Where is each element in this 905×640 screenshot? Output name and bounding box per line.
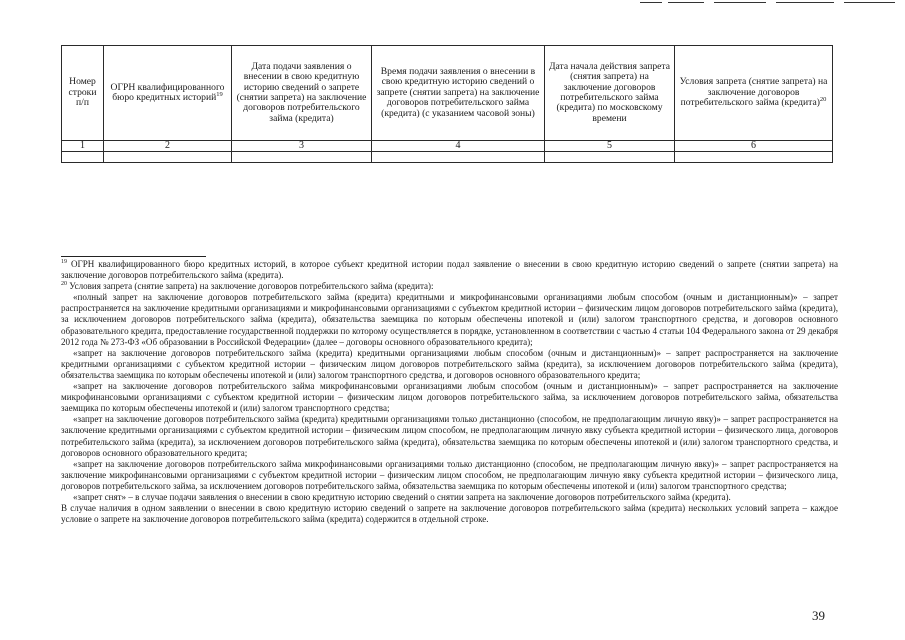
footnote-separator: [61, 256, 206, 257]
footnote-text: ОГРН квалифицированного бюро кредитных историй, в которое субъект кредитной истории подал заявление о внесении в свою кредитную историю сведений о запрете (снятии запрета) на заключение договоров потребительского займа (кредита).: [61, 259, 838, 281]
footnote-mark: 20: [61, 281, 67, 288]
footnote-item: «полный запрет на заключение договоров потребительского займа (кредита) кредитными и микрофинансовыми организациями любым способом (очным и дистанционным)» – запрет распространяется на заключение кредитными организациями и микрофинансовыми организациями с субъектом кредитной истории – физическим лицом договоров потребительского займа (кредита), за исключением договоров потребительского займа (кредита), обязательства заемщика по которым обеспечены ипотекой и (или) залогом транспортного средства, и договоров основного образовательного кредита, предоставление государственной поддержки по которому осуществляется в порядке, установленном в соответствии с частью 4 статьи 104 Федерального закона от 29 декабря 2012 года № 273-ФЗ «Об образовании в Российской Федерации» (далее – договоры основного образовательного кредита);: [61, 292, 838, 347]
header-rule-marks: [640, 2, 895, 5]
column-number: 5: [545, 141, 675, 152]
column-number: 4: [372, 141, 545, 152]
table-cell: [372, 152, 545, 163]
header-ogrn: ОГРН квалифицированного бюро кредитных историй$^{19}$: [104, 46, 232, 141]
footnote-item: «запрет на заключение договоров потребительского займа (кредита) кредитными организациями только дистанционно (способом, не предполагающим личную явку)» – запрет распространяется на заключение кредитными организациями с субъектом кредитной истории – физическим лицом способом, не предполагающим личную явку субъекта кредитной истории – физического лица, договоров потребительского займа (кредита), за исключением договоров потребительского займа (кредита), обязательства заемщика по которым обеспечены ипотекой и (или) залогом транспортного средства, и договоров основного образовательного кредита;: [61, 414, 838, 458]
table-cell: [62, 152, 104, 163]
column-number: 2: [104, 141, 232, 152]
report-table: [61, 45, 833, 163]
column-number: 6: [675, 141, 833, 152]
footnotes: [61, 259, 838, 525]
column-number-row: [62, 141, 833, 152]
footnote-item: «запрет на заключение договоров потребительского займа микрофинансовыми организациями любым способом (очным и дистанционным)» – запрет распространяется на заключение микрофинансовыми организациями с субъектом кредитной истории – физическим лицом договоров потребительского займа, за исключением договоров потребительского займа, обязательства заемщика по которым обеспечены ипотекой и (или) залогом транспортного средства;: [61, 381, 838, 414]
column-number: 1: [62, 141, 104, 152]
table-header-row: [62, 46, 833, 141]
footnote-ref-19: 19: [216, 90, 223, 98]
header-ban-conditions: Условия запрета (снятие запрета) на заключение договоров потребительского займа (кредита)$^{20}$: [675, 46, 833, 141]
footnote-item: «запрет на заключение договоров потребительского займа микрофинансовыми организациями только дистанционно (способом, не предполагающим личную явку)» – запрет распространяется на заключение микрофинансовыми организациями с субъектом кредитной истории – физическим лицом способом, не предполагающим личную явку субъекта кредитной истории – физического лица, договоров потребительского займа, за исключением договоров потребительского займа, обязательства заемщика по которым обеспечены ипотекой и (или) залогом транспортного средства;: [61, 458, 838, 491]
header-ban-start-date: Дата начала действия запрета (снятия запрета) на заключение договоров потребительского займа (кредита) по московскому времени: [545, 46, 675, 141]
empty-data-row: [62, 152, 833, 163]
table-cell: [545, 152, 675, 163]
header-application-date: Дата подачи заявления о внесении в свою кредитную историю сведений о запрете (снятии запрета) на заключение договоров потребительского займа (кредита): [232, 46, 372, 141]
footnote-mark: 19: [61, 258, 67, 265]
footnote-20: [61, 281, 838, 292]
header-application-time: Время подачи заявления о внесении в свою кредитную историю сведений о запрете (снятии запрета) на заключение договоров потребительского займа (кредита) (с указанием часовой зоны): [372, 46, 545, 141]
footnote-ref-20: 20: [819, 96, 827, 104]
column-number: 3: [232, 141, 372, 152]
header-row-number: Номер строки п/п: [62, 46, 104, 141]
footnote-closing: В случае наличия в одном заявлении о внесении в свою кредитную историю сведений о запрете на заключение договоров потребительского займа (кредита) нескольких условий запрета – каждое условие о запрете на заключение договоров потребительского займа (кредита) содержится в отдельной строке.: [61, 503, 838, 525]
footnote-19: [61, 259, 838, 281]
table-cell: [675, 152, 833, 163]
footnote-text: Условия запрета (снятие запрета) на заключение договоров потребительского займа (кредита):: [69, 281, 434, 292]
table-cell: [232, 152, 372, 163]
page-number: 39: [812, 608, 825, 623]
footnote-item: «запрет снят» – в случае подачи заявления о внесении в свою кредитную историю сведений о снятии запрета на заключение договоров потребительского займа (кредита).: [73, 491, 731, 502]
table-cell: [104, 152, 232, 163]
footnote-item: «запрет на заключение договоров потребительского займа (кредита) кредитными организациями любым способом (очным и дистанционным)» – запрет распространяется на заключение кредитными организациями с субъектом кредитной истории – физическим лицом договоров потребительского займа (кредита), за исключением договоров потребительского займа (кредита), обязательства заемщика по которым обеспечены ипотекой и (или) залогом транспортного средства, и договоров основного образовательного кредита;: [61, 347, 838, 380]
